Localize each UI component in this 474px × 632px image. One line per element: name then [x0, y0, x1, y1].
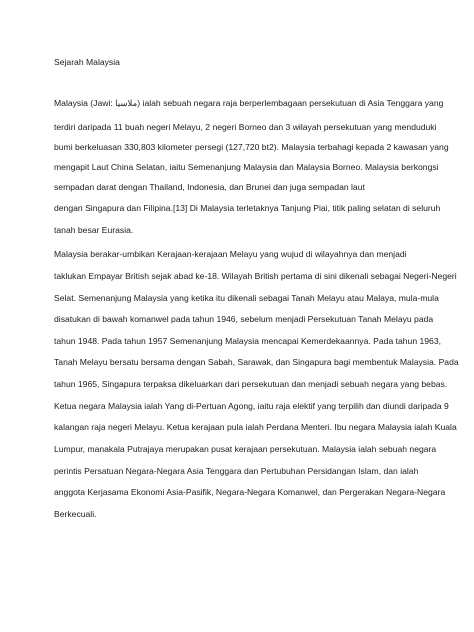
document-title: Sejarah Malaysia: [54, 57, 120, 67]
paragraph-line: mengapit Laut China Selatan, iaitu Semenanjung Malaysia dan Malaysia Borneo. Malaysia berkongsi: [54, 162, 439, 172]
paragraph-line: disatukan di bawah komanwel pada tahun 1946, sebelum menjadi Persekutuan Tanah Melayu pada: [54, 314, 434, 324]
paragraph-line: kalangan raja negeri Melayu. Ketua kerajaan pula ialah Perdana Menteri. Ibu negara Malaysia ialah Kuala: [54, 422, 457, 432]
paragraph-line: dengan Singapura dan Filipina.[13] Di Malaysia terletaknya Tanjung Piai, titik paling selatan di seluruh: [54, 203, 441, 213]
paragraph-line: tahun 1948. Pada tahun 1957 Semenanjung Malaysia mencapai Kemerdekaannya. Pada tahun 1963,: [54, 336, 442, 346]
paragraph-line: taklukan Empayar British sejak abad ke-18. Wilayah British pertama di sini dikenali sebagai Negeri-Negeri: [54, 271, 457, 281]
paragraph-line: Malaysia (Jawi: ملاسيا) ialah sebuah negara raja berperlembagaan persekutuan di Asia Tenggara yang: [54, 98, 444, 108]
paragraph-line: tahun 1965, Singapura terpaksa dikeluarkan dari persekutuan dan menjadi sebuah negara yang bebas.: [54, 379, 448, 389]
paragraph-line: anggota Kerjasama Ekonomi Asia-Pasifik, Negara-Negara Komanwel, dan Pergerakan Negara-Negara: [54, 487, 446, 497]
paragraph-line: perintis Persatuan Negara-Negara Asia Tenggara dan Pertubuhan Persidangan Islam, dan ialah: [54, 466, 419, 476]
paragraph-line: terdiri daripada 11 buah negeri Melayu, 2 negeri Borneo dan 3 wilayah persekutuan yang menduduki: [54, 122, 437, 132]
paragraph-line: Ketua negara Malaysia ialah Yang di-Pertuan Agong, iaitu raja elektif yang terpilih dan diundi daripada 9: [54, 401, 449, 411]
paragraph-line: tanah besar Eurasia.: [54, 225, 134, 235]
paragraph-line: Berkecuali.: [54, 509, 97, 519]
paragraph-line: Lumpur, manakala Putrajaya merupakan pusat kerajaan persekutuan. Malaysia ialah sebuah negara: [54, 444, 437, 454]
paragraph-line: Tanah Melayu bersatu bersama dengan Sabah, Sarawak, dan Singapura bagi membentuk Malaysia. Pada: [54, 357, 459, 367]
paragraph-line: Selat. Semenanjung Malaysia yang ketika itu dikenali sebagai Tanah Melayu atau Malaya, mula-mula: [54, 293, 439, 303]
paragraph-line: sempadan darat dengan Thailand, Indonesia, dan Brunei dan juga sempadan laut: [54, 182, 365, 192]
paragraph-line: bumi berkeluasan 330,803 kilometer persegi (127,720 bt2). Malaysia terbahagi kepada 2 kawasan yang: [54, 142, 449, 152]
paragraph-line: Malaysia berakar-umbikan Kerajaan-kerajaan Melayu yang wujud di wilayahnya dan menjadi: [54, 249, 407, 259]
